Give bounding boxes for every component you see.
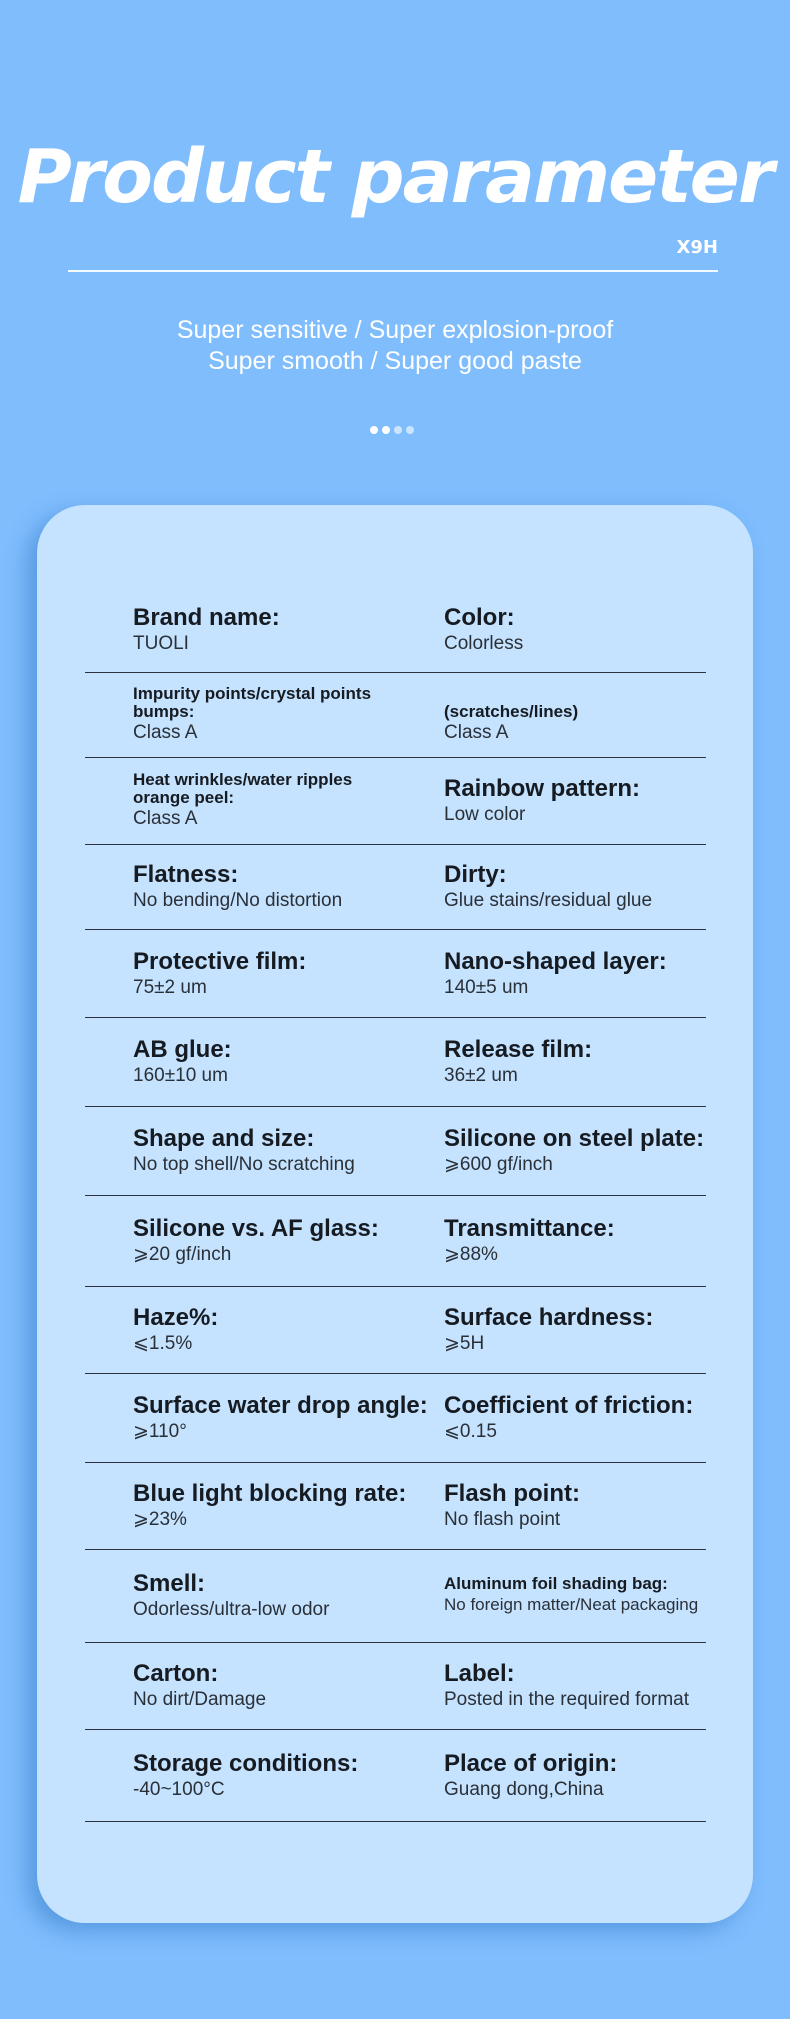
param-cell-left: [133, 1463, 433, 1549]
param-label: (scratches/lines): [444, 701, 579, 721]
param-cell-right: [444, 1550, 744, 1642]
param-cell-right: [444, 1730, 744, 1821]
param-label: Haze%:: [133, 1303, 219, 1331]
param-label: Label:: [444, 1660, 515, 1687]
param-value: Low color: [444, 804, 526, 825]
param-value: ⩾23%: [133, 1509, 187, 1530]
param-label: Surface hardness:: [444, 1303, 654, 1331]
param-cell-right: [444, 1643, 744, 1729]
param-value: Class A: [133, 721, 198, 743]
param-label: Carton:: [133, 1660, 219, 1687]
param-cell-left: [133, 1550, 433, 1642]
param-value: 36±2 um: [444, 1065, 518, 1086]
param-label: Heat wrinkles/water ripples orange peel:: [133, 770, 353, 807]
param-value: Posted in the required format: [444, 1689, 690, 1710]
table-row: [85, 1018, 706, 1107]
carousel-dot[interactable]: [370, 426, 378, 434]
param-value: ⩾20 gf/inch: [133, 1244, 232, 1265]
param-cell-left: [133, 1018, 433, 1106]
param-label: Nano-shaped layer:: [444, 947, 667, 975]
param-label: Release film:: [444, 1036, 593, 1063]
param-value: ⩽1.5%: [133, 1332, 193, 1354]
param-label: Brand name:: [133, 604, 280, 631]
subtitle-line-1: Super sensitive / Super explosion-proof: [176, 316, 614, 344]
param-cell-right: [444, 672, 744, 757]
param-value: No foreign matter/Neat packaging: [444, 1595, 699, 1614]
param-label: Silicone vs. AF glass:: [133, 1215, 379, 1242]
param-value: No bending/No distortion: [133, 889, 343, 911]
param-value: ⩾600 gf/inch: [444, 1154, 553, 1175]
param-cell-right: [444, 1286, 744, 1373]
table-row: [85, 1196, 706, 1287]
param-cell-left: [133, 844, 433, 929]
param-label: Storage conditions:: [133, 1749, 359, 1777]
model-label: X9H: [676, 237, 718, 258]
carousel-dot[interactable]: [406, 426, 414, 434]
param-label: AB glue:: [133, 1036, 232, 1063]
param-label: Aluminum foil shading bag:: [444, 1574, 668, 1593]
param-value: 140±5 um: [444, 976, 529, 998]
table-row: [85, 1550, 706, 1643]
param-cell-right: [444, 1196, 744, 1286]
param-label: Silicone on steel plate:: [444, 1125, 705, 1152]
table-row: [85, 1107, 706, 1196]
param-cell-right: [444, 588, 744, 672]
param-cell-right: [444, 758, 744, 844]
param-cell-right: [444, 1107, 744, 1195]
param-cell-left: [133, 1730, 433, 1821]
param-label: Place of origin:: [444, 1749, 618, 1777]
param-value: 75±2 um: [133, 976, 207, 998]
param-label: Color:: [444, 604, 515, 631]
table-row: [85, 588, 706, 673]
param-cell-right: [444, 1018, 744, 1106]
page-title: Product parameter: [17, 134, 773, 220]
carousel-dot[interactable]: [382, 426, 390, 434]
param-value: 160±10 um: [133, 1065, 228, 1086]
title-divider: [68, 270, 718, 272]
table-row: [85, 930, 706, 1018]
param-cell-left: [133, 1643, 433, 1729]
param-label: Flash point:: [444, 1480, 580, 1507]
param-label: Transmittance:: [444, 1215, 615, 1242]
param-label: Protective film:: [133, 947, 307, 975]
param-value: Class A: [133, 808, 198, 829]
param-cell-left: [133, 672, 433, 757]
table-row: [85, 1463, 706, 1550]
param-cell-left: [133, 588, 433, 672]
param-value: Guang dong,China: [444, 1778, 604, 1800]
param-cell-right: [444, 844, 744, 929]
param-value: ⩾88%: [444, 1244, 498, 1265]
table-row: [85, 758, 706, 845]
carousel-dots: [370, 426, 414, 436]
subtitle-line-2: Super smooth / Super good paste: [208, 347, 582, 375]
param-label: Smell:: [133, 1570, 206, 1597]
param-cell-left: [133, 1107, 433, 1195]
param-label: Surface water drop angle:: [133, 1392, 428, 1419]
param-label: Flatness:: [133, 860, 239, 888]
param-value: Odorless/ultra-low odor: [133, 1599, 330, 1620]
param-label: Dirty:: [444, 860, 507, 888]
param-value: ⩽0.15: [444, 1421, 497, 1442]
param-label: Rainbow pattern:: [444, 775, 640, 802]
param-value: Class A: [444, 721, 509, 743]
table-row: [85, 1374, 706, 1463]
param-cell-left: [133, 930, 433, 1017]
param-value: -40~100°C: [133, 1778, 225, 1800]
table-row: [85, 672, 706, 758]
param-value: ⩾5H: [444, 1332, 485, 1354]
table-row: [85, 1286, 706, 1374]
param-label: Blue light blocking rate:: [133, 1480, 407, 1507]
param-value: No dirt/Damage: [133, 1689, 267, 1710]
param-value: Colorless: [444, 633, 524, 654]
table-row: [85, 1643, 706, 1730]
param-cell-right: [444, 1374, 744, 1462]
param-cell-left: [133, 758, 433, 844]
table-row: [85, 1730, 706, 1822]
param-cell-left: [133, 1196, 433, 1286]
carousel-dot[interactable]: [394, 426, 402, 434]
param-cell-right: [444, 930, 744, 1017]
param-cell-right: [444, 1463, 744, 1549]
param-value: No flash point: [444, 1509, 561, 1530]
param-value: TUOLI: [133, 633, 189, 654]
param-value: Glue stains/residual glue: [444, 889, 653, 911]
param-label: Impurity points/crystal points bumps:: [133, 683, 372, 721]
param-cell-left: [133, 1374, 433, 1462]
table-row: [85, 844, 706, 930]
param-cell-left: [133, 1286, 433, 1373]
param-label: Coefficient of friction:: [444, 1392, 694, 1419]
param-value: No top shell/No scratching: [133, 1154, 355, 1175]
param-value: ⩾110°: [133, 1421, 187, 1442]
param-label: Shape and size:: [133, 1125, 315, 1152]
